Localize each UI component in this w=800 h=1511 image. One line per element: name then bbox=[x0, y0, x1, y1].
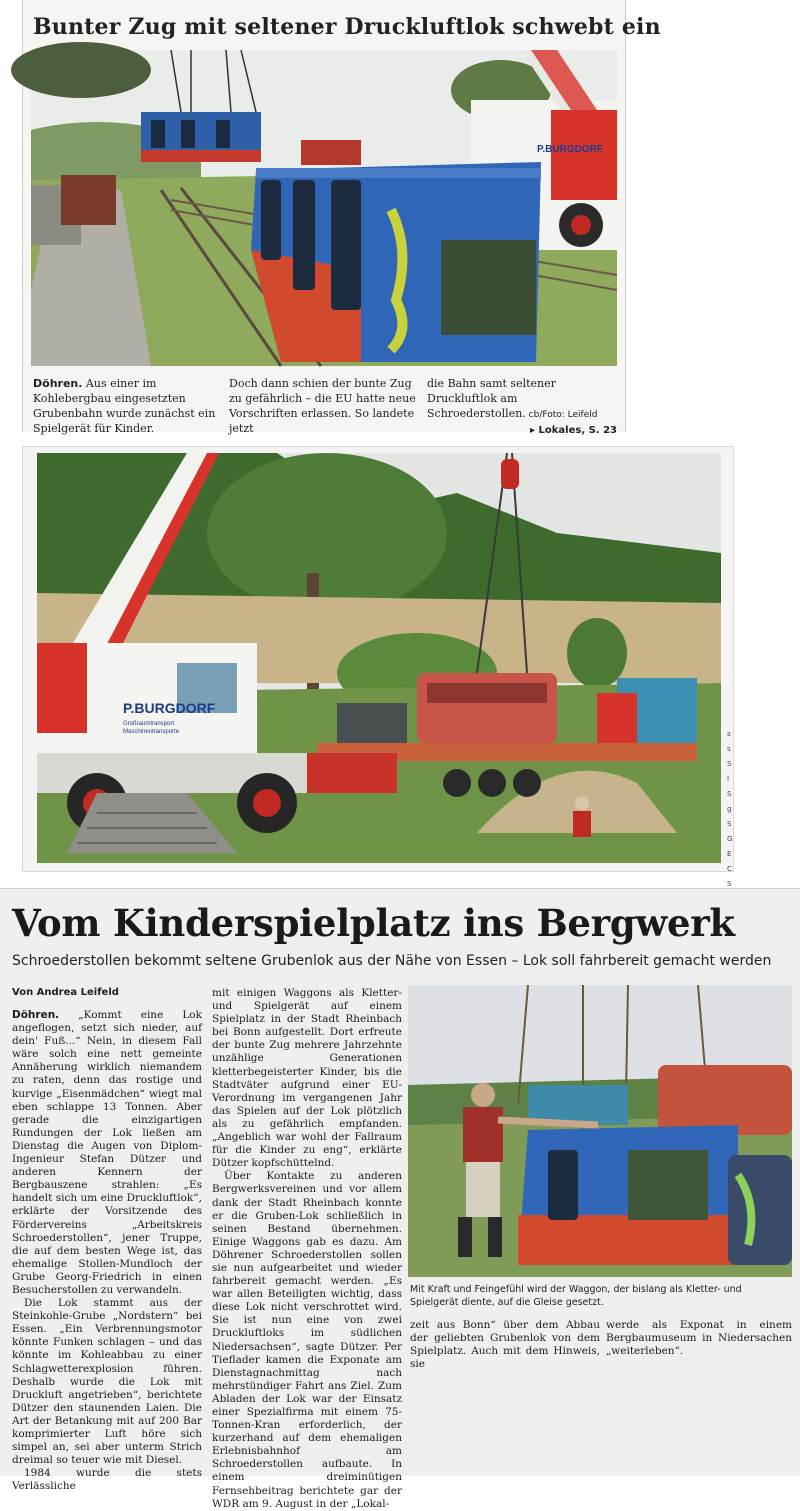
article-paragraph bbox=[12, 1009, 202, 1297]
crane-truck-illustration bbox=[37, 453, 721, 863]
edge-letter: s bbox=[727, 730, 731, 738]
crane-brand-text: P.BURGDORF bbox=[123, 700, 216, 716]
edge-letter: S bbox=[727, 880, 732, 888]
middle-clipping bbox=[22, 446, 734, 888]
article-photo bbox=[408, 985, 792, 1277]
edge-letter: S bbox=[727, 820, 732, 828]
article-column-2 bbox=[212, 987, 402, 1511]
top-caption-text-1: Aus einer im Kohlebergbau eingesetzten Grubenbahn wurde zunächst ein Spielgerät für Kinder. bbox=[33, 377, 216, 435]
edge-letter: g bbox=[727, 805, 732, 813]
article-bottom-col-1: zeit aus Bonn“ über dem Abbau der geliebten Grubenlok von dem Spielplatz. Auch mit dem Hinweis, sie bbox=[410, 1319, 600, 1371]
top-caption-text-3: die Bahn samt seltener Druckluftlok am Schroederstollen. bbox=[427, 377, 556, 420]
crane-subtext-1: Großraumtransport bbox=[123, 721, 175, 727]
top-clipping bbox=[22, 0, 661, 436]
edge-letter: C bbox=[727, 865, 732, 873]
crane-lift-illustration bbox=[31, 50, 617, 366]
edge-letter: E bbox=[727, 850, 732, 858]
top-caption-col2: Doch dann schien der bunte Zug zu gefährlich – die EU hatte neue Vorschriften erlassen. So landete jetzt bbox=[229, 377, 416, 435]
middle-clipping-photo bbox=[37, 453, 721, 863]
article-subheadline: Schroederstollen bekommt seltene Grubenlok aus der Nähe von Essen – Lok soll fahrbereit gemacht werden bbox=[12, 953, 772, 969]
edge-letter: S bbox=[727, 760, 732, 768]
top-caption-col3 bbox=[427, 376, 617, 438]
article-headline: Vom Kinderspielplatz ins Bergwerk bbox=[12, 901, 735, 945]
article-column-1 bbox=[12, 1009, 202, 1493]
edge-letter: S bbox=[727, 790, 732, 798]
article-paragraph: 1984 wurde die stets Verlässliche bbox=[12, 1467, 202, 1493]
article-paragraph: Über Kontakte zu anderen Bergwerksvereinen und vor allem dank der Stadt Rheinbach konnte er die Gruben-Lok schließlich in seinen Bestand übernehmen. Einige Waggons gab es dazu. Am Döhrener Schroederstollen sollen sie nun aufgearbeitet und wieder fahrbereit gemacht werden. „Es war allen Beteiligten wichtig, dass diese Lok nicht verschrottet wird. Sie ist nun eine von zwei Druckluftloks im südlichen Niedersachsen“, sagte Dützer. Per Tieflader kamen die Exponate am Dienstagnachmittag nach mehrstündiger Fahrt ans Ziel. Zum Abladen der Lok war der Einsatz einer Spezialfirma mit einem 75-Tonnen-Kran erforderlich, der kurzerhand auf dem ehemaligen Erlebnisbahnhof am Schroederstollen aufbaute. In einem dreiminütigen Fernsehbeitrag berichtete gar der WDR am 9. August in der „Lokal- bbox=[212, 1170, 402, 1510]
top-caption-col1 bbox=[33, 376, 223, 436]
article-bottom-col-2: werde als Exponat in einem Bergbaumuseum in Niedersachen „weiterleben“. bbox=[606, 1319, 792, 1358]
article-paragraph: mit einigen Waggons als Kletter- und Spielgerät auf einem Spielplatz in der Stadt Rheinbach bei Bonn aufgestellt. Dort erfreute der bunte Zug mehrere Jahrzehnte unzählige Generationen kletterbegeisterter Kinder, bis die Stadtväter aufgrund einer EU-Verordnung im vergangenen Jahr das Spielen auf der Lok plötzlich als zu gefährlich empfanden. „Angeblich war wohl der Fallraum für die Kinder zu eng“, erklärte Dützer kopfschüttelnd. bbox=[212, 987, 402, 1170]
article-byline: Von Andrea Leifeld bbox=[12, 987, 119, 998]
top-clipping-headline: Bunter Zug mit seltener Druckluftlok schwebt ein bbox=[33, 14, 661, 40]
top-caption-dateline: Döhren. bbox=[33, 377, 83, 390]
crane-subtext-2: Maschinentransporte bbox=[123, 729, 180, 735]
photo-credit: cb/Foto: Leifeld bbox=[525, 410, 598, 420]
article-dateline: Döhren. bbox=[12, 1009, 60, 1021]
article-paragraph-text: „Kommt eine Lok angeflogen, setzt sich nieder, auf dein' Fuß...“ Nein, in diesem Fall wäre solch eine nett gemeinte Annäherung wirklich niemandem zu raten, denn das rostige und kurvige „Eisenmädchen“ wiegt mal eben schlappe 13 Tonnen. Aber gerade die einzigartigen Rundungen der Lok ließen am Dienstag die Augen von Diplom-Ingenieur Stefan Dützer und anderen Kennern der Bergbauszene strahlen: „Es handelt sich um eine Druckluftlok“, erklärte der Vorsitzende des Fördervereins „Arbeitskreis Schroederstollen“, jener Truppe, die auf dem besten Wege ist, das ehemalige Stollen-Mundloch der Grube Georg-Friedrich in einen Besucherstollen zu verwandeln. bbox=[12, 1009, 202, 1296]
article-photo-caption: Mit Kraft und Feingefühl wird der Waggon, der bislang als Kletter- und Spielgerät diente, auf die Gleise gesetzt. bbox=[410, 1284, 742, 1308]
article-clipping bbox=[0, 888, 800, 1510]
edge-letter: I bbox=[727, 775, 730, 783]
svg-text:P.BURGDORF: P.BURGDORF bbox=[537, 144, 603, 155]
edge-letters bbox=[727, 727, 735, 907]
edge-letter: s bbox=[727, 745, 731, 753]
article-paragraph: Die Lok stammt aus der Steinkohle-Grube „Nordstern“ bei Essen. „Ein Verbrennungsmotor könnte Funken schlagen – und das könnte im Kohleabbau zu einer Schlagwetterexplosion führen. Deshalb wurde die Lok mit Druckluft angetrieben“, berichtete Dützer den staunenden Laien. Die Art der Betankung mit auf 200 Bar komprimierter Luft höre sich simpel an, sei aber unterm Strich dreimal so teuer wie mit Diesel. bbox=[12, 1297, 202, 1467]
page-reference: ▸ Lokales, S. 23 bbox=[530, 425, 617, 436]
wagon-placement-illustration bbox=[408, 985, 792, 1277]
edge-letter: G bbox=[727, 835, 733, 843]
top-clipping-photo bbox=[31, 50, 617, 366]
